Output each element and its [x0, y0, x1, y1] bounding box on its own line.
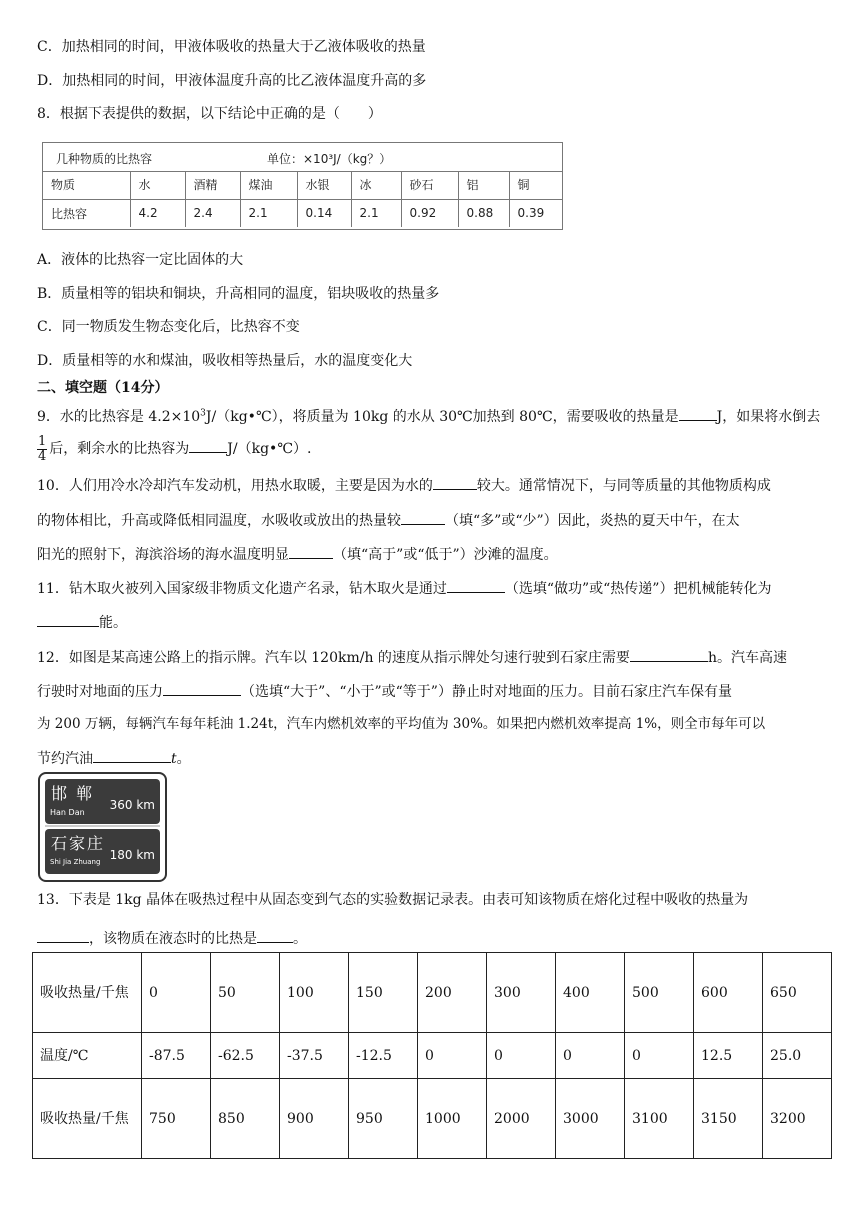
- table-cell: 100: [280, 953, 349, 1033]
- q9-line1: [37, 406, 820, 427]
- q12-text: （选填“大于”、“小于”或“等于”）静止时对地面的压力。目前石家庄汽车保有量: [241, 684, 732, 700]
- answer-blank[interactable]: [401, 510, 445, 525]
- q10-text: 的物体相比，升高或降低相同温度，水吸收或放出的热量较: [37, 513, 401, 529]
- answer-blank[interactable]: [93, 748, 171, 763]
- specific-heat-table-header: [43, 143, 562, 172]
- table-row: [33, 1079, 832, 1159]
- sign-divider: [45, 825, 160, 827]
- fraction-denominator: 4: [38, 448, 47, 464]
- table-title: 几种物质的比热容: [56, 152, 153, 166]
- table-cell: 0.39: [509, 199, 562, 227]
- q10-line3: [37, 544, 558, 565]
- q12-line4: [37, 748, 191, 769]
- table-cell: 比热容: [43, 199, 130, 227]
- table-cell: 冰: [351, 171, 401, 199]
- table-cell: 温度/℃: [33, 1033, 142, 1079]
- table-cell: 0: [625, 1033, 694, 1079]
- q12-line2: [37, 681, 732, 702]
- table-cell: 25.0: [763, 1033, 832, 1079]
- table-row: [33, 953, 832, 1033]
- table-cell: 150: [349, 953, 418, 1033]
- q10-line2: [37, 510, 740, 531]
- q9-text: 后，剩余水的比热容为: [49, 441, 190, 457]
- q13-line2: [37, 928, 307, 949]
- table-cell: 吸收热量/千焦: [33, 1079, 142, 1159]
- answer-blank[interactable]: [189, 438, 227, 453]
- table-cell: 400: [556, 953, 625, 1033]
- table-cell: 3000: [556, 1079, 625, 1159]
- highway-sign: [38, 772, 167, 882]
- q8-option-d: D．质量相等的水和煤油，吸收相等热量后，水的温度变化大: [37, 353, 413, 369]
- table-cell: 3100: [625, 1079, 694, 1159]
- q10-text: （填“多”或“少”）因此，炎热的夏天中午，在太: [445, 513, 740, 529]
- q11-line2: [37, 612, 127, 633]
- table-cell: 水: [130, 171, 185, 199]
- q9-text: J/（kg•℃）.: [227, 441, 312, 457]
- table-cell: 吸收热量/千焦: [33, 953, 142, 1033]
- table-cell: 900: [280, 1079, 349, 1159]
- section-title-fill-in: 二、填空题（14分）: [37, 380, 169, 396]
- answer-blank[interactable]: [679, 406, 717, 421]
- table-cell: 2000: [487, 1079, 556, 1159]
- q13-text: 。: [293, 931, 307, 947]
- q8-option-c: C．同一物质发生物态变化后，比热容不变: [37, 319, 300, 335]
- answer-blank[interactable]: [630, 647, 708, 662]
- table-cell: 0: [487, 1033, 556, 1079]
- q12-text: 行驶时对地面的压力: [37, 684, 163, 700]
- table-cell: 0.88: [458, 199, 509, 227]
- table-cell: 砂石: [401, 171, 458, 199]
- table-row: [43, 171, 562, 199]
- table-cell: 3200: [763, 1079, 832, 1159]
- table-cell: 50: [211, 953, 280, 1033]
- answer-blank[interactable]: [163, 681, 241, 696]
- q9-text: J/（kg•℃），将质量为 10kg 的水从 30℃加热到 80℃，需要吸收的热量是: [205, 409, 679, 425]
- table-cell: 650: [763, 953, 832, 1033]
- table-cell: 铝: [458, 171, 509, 199]
- sign-city-pinyin: Han Dan: [50, 808, 85, 817]
- table-cell: 0.14: [297, 199, 351, 227]
- table-row: [43, 199, 562, 227]
- fraction-numerator: 1: [38, 433, 47, 449]
- q12-text: 节约汽油: [37, 751, 93, 767]
- table-cell: 3150: [694, 1079, 763, 1159]
- q10-text: 阳光的照射下，海滨浴场的海水温度明显: [37, 547, 289, 563]
- q12-text: h。汽车高速: [707, 650, 787, 666]
- q11-text: （选填“做功”或“热传递”）把机械能转化为: [504, 581, 772, 597]
- q10-text: 较大。通常情况下，与同等质量的其他物质构成: [476, 478, 771, 494]
- table-cell: 0: [142, 953, 211, 1033]
- table-cell: 水银: [297, 171, 351, 199]
- q10-line1: [37, 475, 771, 496]
- sign-panel-shijiazhuang: [45, 829, 160, 874]
- table-cell: 铜: [509, 171, 562, 199]
- table-cell: 0.92: [401, 199, 458, 227]
- q12-unit: t: [171, 751, 177, 767]
- table-cell: 950: [349, 1079, 418, 1159]
- table-cell: 2.1: [240, 199, 297, 227]
- fraction-one-quarter: [37, 435, 47, 464]
- q11-line1: [37, 578, 771, 599]
- table-cell: 煤油: [240, 171, 297, 199]
- table-cell: 200: [418, 953, 487, 1033]
- sign-panel-handan: [45, 779, 160, 824]
- table-unit: 单位：×10³J/（kg？）: [267, 152, 392, 166]
- table-cell: 750: [142, 1079, 211, 1159]
- q7-option-d: D．加热相同的时间，甲液体温度升高的比乙液体温度升高的多: [37, 73, 427, 89]
- table-cell: 300: [487, 953, 556, 1033]
- table-cell: 4.2: [130, 199, 185, 227]
- sign-distance: 360 km: [109, 798, 155, 812]
- q9-text: J，如果将水倒去: [716, 409, 821, 425]
- q12-text: 。: [176, 751, 191, 767]
- q12-text: 12．如图是某高速公路上的指示牌。汽车以 120km/h 的速度从指示牌处匀速行驶到石家庄需要: [37, 650, 630, 666]
- q13-data-table: [32, 952, 832, 1159]
- table-cell: -87.5: [142, 1033, 211, 1079]
- q10-text: （填“高于”或“低于”）沙滩的温度。: [333, 547, 558, 563]
- answer-blank[interactable]: [447, 578, 505, 593]
- specific-heat-table: [42, 142, 563, 230]
- specific-heat-grid: [43, 171, 562, 227]
- q11-text: 11．钻木取火被列入国家级非物质文化遗产名录，钻木取火是通过: [37, 581, 447, 597]
- sign-city-cn: 邯 郸: [51, 784, 95, 803]
- table-cell: 0: [418, 1033, 487, 1079]
- q11-text: 能。: [99, 615, 127, 631]
- q10-text: 10．人们用冷水冷却汽车发动机，用热水取暖，主要是因为水的: [37, 478, 433, 494]
- table-cell: -37.5: [280, 1033, 349, 1079]
- table-cell: 600: [694, 953, 763, 1033]
- q12-line1: [37, 647, 787, 668]
- table-cell: 2.1: [351, 199, 401, 227]
- answer-blank[interactable]: [37, 612, 99, 627]
- q12-line3: 为 200 万辆，每辆汽车每年耗油 1.24t，汽车内燃机效率的平均值为 30%。如果把内燃机效率提高 1%，则全市每年可以: [37, 716, 766, 732]
- q9-text: 9．水的比热容是 4.2×10: [37, 409, 201, 425]
- answer-blank[interactable]: [433, 475, 477, 490]
- q9-exponent: 3: [200, 408, 206, 419]
- answer-blank[interactable]: [257, 928, 293, 943]
- q9-line2: [37, 434, 311, 464]
- answer-blank[interactable]: [37, 928, 89, 943]
- q8-option-b: B．质量相等的铝块和铜块，升高相同的温度，铝块吸收的热量多: [37, 286, 440, 302]
- table-cell: 1000: [418, 1079, 487, 1159]
- table-row: [33, 1033, 832, 1079]
- q13-text: ，该物质在液态时的比热是: [89, 931, 257, 947]
- table-cell: -62.5: [211, 1033, 280, 1079]
- sign-city-pinyin: Shi Jia Zhuang: [50, 858, 101, 866]
- sign-distance: 180 km: [109, 848, 155, 862]
- sign-city-cn: 石家庄: [51, 834, 106, 853]
- q8-stem: 8．根据下表提供的数据，以下结论中正确的是（ ）: [37, 106, 382, 122]
- table-cell: 2.4: [185, 199, 240, 227]
- q8-option-a: A．液体的比热容一定比固体的大: [37, 252, 244, 268]
- q7-option-c: C．加热相同的时间，甲液体吸收的热量大于乙液体吸收的热量: [37, 39, 426, 55]
- table-cell: 物质: [43, 171, 130, 199]
- table-cell: 500: [625, 953, 694, 1033]
- table-cell: 0: [556, 1033, 625, 1079]
- table-cell: -12.5: [349, 1033, 418, 1079]
- q13-line1: 13．下表是 1kg 晶体在吸热过程中从固态变到气态的实验数据记录表。由表可知该物质在熔化过程中吸收的热量为: [37, 892, 749, 908]
- table-cell: 850: [211, 1079, 280, 1159]
- table-cell: 酒精: [185, 171, 240, 199]
- table-cell: 12.5: [694, 1033, 763, 1079]
- answer-blank[interactable]: [289, 544, 333, 559]
